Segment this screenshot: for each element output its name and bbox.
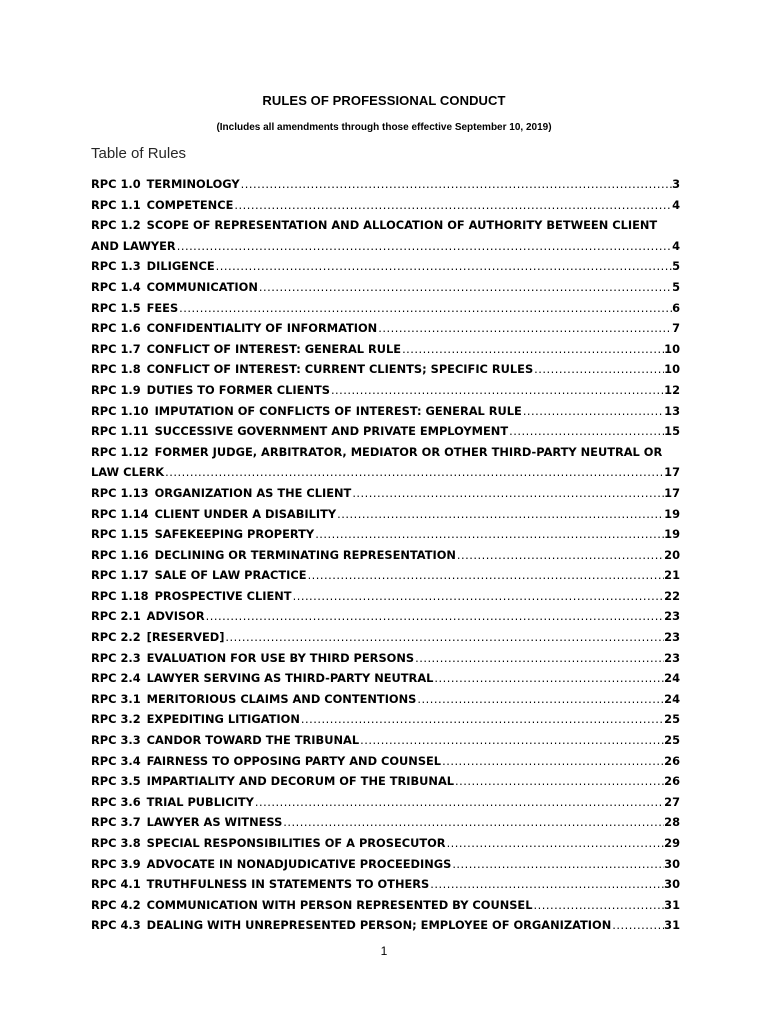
toc-entry-number: RPC 4.1 (91, 877, 141, 892)
toc-entry-number: RPC 2.1 (91, 609, 141, 624)
toc-entry[interactable] (91, 256, 680, 277)
toc-entry[interactable] (91, 174, 680, 195)
toc-heading: Table of Rules (91, 145, 187, 162)
toc-entry[interactable] (91, 833, 680, 854)
toc-entry-page: 4 (672, 197, 680, 212)
toc-entry-title: DUTIES TO FORMER CLIENTS (146, 382, 330, 397)
dot-leader (282, 812, 664, 833)
toc-entry-page: 26 (664, 753, 680, 768)
toc-entry-number: RPC 3.9 (91, 856, 141, 871)
toc-entry[interactable] (91, 648, 680, 669)
toc-entry-title: TRUTHFULNESS IN STATEMENTS TO OTHERS (146, 877, 430, 892)
toc-entry[interactable] (91, 504, 680, 525)
toc-entry-number: RPC 3.2 (91, 712, 141, 727)
toc-entry-page: 21 (664, 568, 680, 583)
dot-leader (377, 318, 672, 339)
toc-entry[interactable] (91, 854, 680, 875)
toc-entry-page: 22 (664, 588, 680, 603)
toc-entry-number: RPC 1.11 (91, 424, 149, 439)
toc-entry[interactable] (91, 627, 680, 648)
dot-leader (359, 730, 664, 751)
toc-entry[interactable] (91, 442, 680, 483)
toc-entry-title: [RESERVED] (146, 630, 225, 645)
dot-leader (224, 627, 664, 648)
toc-entry[interactable] (91, 545, 680, 566)
toc-entry-page: 24 (664, 671, 680, 686)
toc-entry-number: RPC 2.4 (91, 671, 141, 686)
toc-entry-title: FAIRNESS TO OPPOSING PARTY AND COUNSEL (146, 753, 442, 768)
toc-entry-page: 3 (672, 177, 680, 191)
toc-entry-title: CLIENT UNDER A DISABILITY (154, 506, 337, 521)
dot-leader (532, 895, 664, 916)
toc-entry-title: FORMER JUDGE, ARBITRATOR, MEDIATOR OR OTHER THIRD-PARTY NEUTRAL OR (154, 444, 663, 459)
dot-leader (254, 792, 664, 813)
toc-entry-page: 10 (664, 362, 680, 377)
toc-entry[interactable] (91, 339, 680, 360)
toc-entry-page: 4 (672, 238, 680, 253)
toc-entry[interactable] (91, 298, 680, 319)
toc-entry-number: RPC 1.3 (91, 259, 141, 274)
toc-entry-page: 17 (664, 485, 680, 500)
toc-entry-title: MERITORIOUS CLAIMS AND CONTENTIONS (146, 691, 417, 706)
toc-entry-number: RPC 1.1 (91, 197, 141, 212)
dot-leader (176, 236, 672, 257)
toc-entry-page: 25 (664, 712, 680, 727)
dot-leader (533, 359, 664, 380)
toc-entry-number: RPC 3.1 (91, 691, 141, 706)
toc-entry-title: TRIAL PUBLICITY (146, 794, 254, 809)
toc-entry-number: RPC 1.8 (91, 362, 141, 377)
dot-leader (292, 586, 665, 607)
toc-entry-number: RPC 3.8 (91, 836, 141, 850)
toc-entry-number: RPC 1.18 (91, 588, 149, 603)
table-of-contents (91, 174, 680, 936)
toc-entry-title: IMPUTATION OF CONFLICTS OF INTEREST: GENERAL RULE (154, 403, 522, 418)
toc-entry-title: IMPARTIALITY AND DECORUM OF THE TRIBUNAL (146, 774, 455, 789)
toc-entry-page: 24 (664, 691, 680, 706)
toc-entry-page: 25 (664, 733, 680, 748)
toc-entry-title: FEES (146, 300, 179, 315)
toc-entry-number: RPC 2.2 (91, 630, 141, 645)
toc-entry[interactable] (91, 689, 680, 710)
toc-entry-title: COMPETENCE (146, 197, 234, 212)
toc-entry[interactable] (91, 380, 680, 401)
toc-entry-number: RPC 1.9 (91, 382, 141, 397)
toc-entry-number: RPC 4.3 (91, 918, 141, 933)
toc-entry-title: PROSPECTIVE CLIENT (154, 588, 292, 603)
dot-leader (456, 545, 664, 566)
toc-entry-title: DILIGENCE (146, 259, 215, 274)
toc-entry[interactable] (91, 895, 680, 916)
dot-leader (351, 483, 664, 504)
dot-leader (233, 195, 672, 216)
toc-entry-title: SCOPE OF REPRESENTATION AND ALLOCATION OF AUTHORITY BETWEEN CLIENT (146, 218, 658, 233)
toc-entry-title: LAW CLERK (91, 465, 165, 480)
toc-entry-title: AND LAWYER (91, 238, 176, 253)
toc-entry-number: RPC 1.7 (91, 341, 141, 356)
toc-entry-title: DEALING WITH UNREPRESENTED PERSON; EMPLOYEE OF ORGANIZATION (146, 918, 612, 933)
toc-entry-title: SAFEKEEPING PROPERTY (154, 527, 315, 542)
dot-leader (300, 709, 664, 730)
toc-entry-page: 15 (664, 424, 680, 439)
toc-entry-page: 6 (672, 300, 680, 315)
toc-entry-title: ADVISOR (146, 609, 205, 624)
dot-leader (314, 524, 664, 545)
toc-entry-title: CONFLICT OF INTEREST: GENERAL RULE (146, 341, 402, 356)
toc-entry-title: DECLINING OR TERMINATING REPRESENTATION (154, 547, 456, 562)
dot-leader (215, 256, 672, 277)
toc-entry[interactable] (91, 606, 680, 627)
toc-entry-page: 10 (664, 341, 680, 356)
dot-leader (401, 339, 664, 360)
toc-entry-title: TERMINOLOGY (146, 177, 240, 191)
toc-entry[interactable] (91, 751, 680, 772)
toc-entry-page: 31 (664, 897, 680, 912)
toc-entry[interactable] (91, 668, 680, 689)
toc-entry-page: 26 (664, 774, 680, 789)
toc-entry[interactable] (91, 421, 680, 442)
toc-entry[interactable] (91, 483, 680, 504)
toc-entry-title: COMMUNICATION WITH PERSON REPRESENTED BY COUNSEL (146, 897, 533, 912)
page-number: 1 (380, 944, 388, 958)
toc-entry-page: 30 (664, 856, 680, 871)
toc-entry-title: CONFLICT OF INTEREST: CURRENT CLIENTS; SPECIFIC RULES (146, 362, 534, 377)
toc-entry-number: RPC 1.10 (91, 403, 149, 418)
dot-leader (429, 874, 664, 895)
toc-entry[interactable] (91, 771, 680, 792)
toc-entry-page: 19 (664, 506, 680, 521)
toc-entry-page: 31 (664, 918, 680, 933)
toc-entry-title: SUCCESSIVE GOVERNMENT AND PRIVATE EMPLOYMENT (154, 424, 509, 439)
toc-entry-title: EXPEDITING LITIGATION (146, 712, 300, 727)
toc-entry-number: RPC 1.5 (91, 300, 141, 315)
toc-entry-number: RPC 3.3 (91, 733, 141, 748)
dot-leader (454, 771, 664, 792)
toc-entry-page: 30 (664, 877, 680, 892)
dot-leader (336, 504, 664, 525)
dot-leader (258, 277, 672, 298)
toc-entry[interactable] (91, 401, 680, 422)
dot-leader (441, 751, 664, 772)
dot-leader (178, 298, 672, 319)
dot-leader (446, 833, 665, 854)
toc-entry[interactable] (91, 277, 680, 298)
toc-entry[interactable] (91, 812, 680, 833)
toc-entry-page: 5 (672, 259, 680, 274)
toc-entry-page: 20 (664, 547, 680, 562)
toc-entry-page: 23 (664, 650, 680, 665)
dot-leader (414, 648, 664, 669)
toc-entry[interactable] (91, 195, 680, 216)
toc-entry-number: RPC 1.14 (91, 506, 149, 521)
toc-entry-title: CONFIDENTIALITY OF INFORMATION (146, 321, 378, 336)
toc-entry-number: RPC 1.17 (91, 568, 149, 583)
toc-entry-page: 28 (664, 815, 680, 830)
toc-entry-title: CANDOR TOWARD THE TRIBUNAL (146, 733, 360, 748)
toc-entry-number: RPC 1.2 (91, 218, 141, 233)
dot-leader (451, 854, 664, 875)
toc-entry-title: ORGANIZATION AS THE CLIENT (154, 485, 352, 500)
toc-entry-title: SPECIAL RESPONSIBILITIES OF A PROSECUTOR (146, 836, 446, 850)
toc-entry-number: RPC 2.3 (91, 650, 141, 665)
toc-entry-number: RPC 3.5 (91, 774, 141, 789)
toc-entry-number: RPC 1.16 (91, 547, 149, 562)
toc-entry-title: LAWYER AS WITNESS (146, 815, 283, 830)
toc-entry[interactable] (91, 915, 680, 936)
toc-entry-number: RPC 3.7 (91, 815, 141, 830)
toc-entry-number: RPC 1.13 (91, 485, 149, 500)
toc-entry-page: 17 (664, 465, 680, 480)
toc-entry-number: RPC 4.2 (91, 897, 141, 912)
document-subtitle: (Includes all amendments through those effective September 10, 2019) (216, 122, 552, 133)
toc-entry-number: RPC 3.6 (91, 794, 141, 809)
toc-entry[interactable] (91, 215, 680, 256)
toc-entry-number: RPC 1.6 (91, 321, 141, 336)
toc-entry[interactable] (91, 565, 680, 586)
toc-entry-number: RPC 1.12 (91, 444, 149, 459)
toc-entry[interactable] (91, 318, 680, 339)
toc-entry-title: EVALUATION FOR USE BY THIRD PERSONS (146, 650, 415, 665)
toc-entry[interactable] (91, 874, 680, 895)
toc-entry-number: RPC 3.4 (91, 753, 141, 768)
toc-entry-number: RPC 1.4 (91, 279, 141, 294)
dot-leader (330, 380, 664, 401)
toc-entry-page: 19 (664, 527, 680, 542)
toc-entry[interactable] (91, 730, 680, 751)
dot-leader (508, 421, 664, 442)
toc-entry-page: 29 (664, 836, 680, 850)
dot-leader (307, 565, 665, 586)
dot-leader (522, 401, 664, 422)
toc-entry-page: 23 (664, 630, 680, 645)
toc-entry[interactable] (91, 524, 680, 545)
toc-entry-title: LAWYER SERVING AS THIRD-PARTY NEUTRAL (146, 671, 434, 686)
toc-entry-title: COMMUNICATION (146, 279, 258, 294)
toc-entry-number: RPC 1.0 (91, 177, 141, 191)
dot-leader (416, 689, 664, 710)
document-title: RULES OF PROFESSIONAL CONDUCT (262, 93, 506, 108)
toc-entry-number: RPC 1.15 (91, 527, 149, 542)
toc-entry[interactable] (91, 709, 680, 730)
toc-entry-page: 13 (664, 403, 680, 418)
dot-leader (240, 174, 672, 195)
toc-entry[interactable] (91, 792, 680, 813)
toc-entry-page: 7 (672, 321, 680, 336)
toc-entry[interactable] (91, 586, 680, 607)
dot-leader (611, 915, 664, 936)
toc-entry-title: ADVOCATE IN NONADJUDICATIVE PROCEEDINGS (146, 856, 452, 871)
toc-entry[interactable] (91, 359, 680, 380)
toc-entry-title: SALE OF LAW PRACTICE (154, 568, 307, 583)
dot-leader (205, 606, 665, 627)
toc-entry-page: 27 (664, 794, 680, 809)
toc-entry-page: 23 (664, 609, 680, 624)
dot-leader (433, 668, 664, 689)
toc-entry-page: 12 (664, 382, 680, 397)
toc-entry-page: 5 (672, 279, 680, 294)
dot-leader (164, 462, 664, 483)
